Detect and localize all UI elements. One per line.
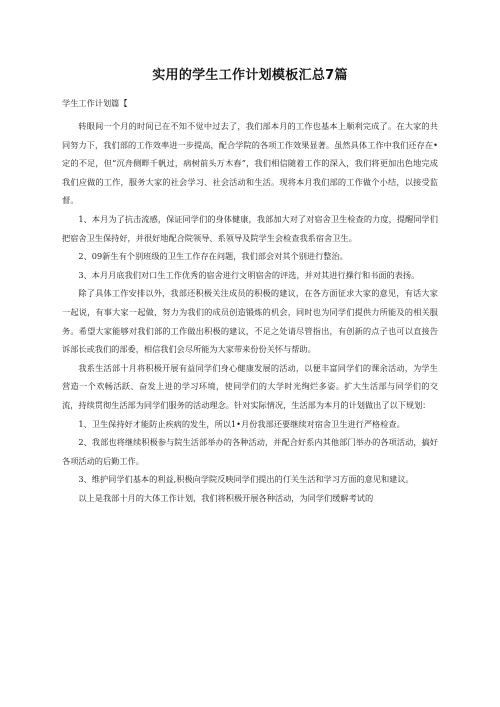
paragraph-item-3: 3、本月月底我们对口生工作优秀的宿舍进行文明宿舍的评选，并对其进行操行和书面的表扬。: [78, 269, 420, 280]
paragraph-closing: 以上是我部十月的大体工作计划，我们将积极开展各种活动，为同学们缓解考试的: [78, 492, 374, 503]
paragraph-plan-3: 3、维护同学们基本的利益,积极向学院反映同学们提出的仃关生活和学习方面的意见和建议。: [78, 474, 414, 485]
paragraph-suggestions: 除了具体工作安排以外，我部还积极关注成员的积极的建议，在各方面征求大家的意见，有话大家一起说，有事大家一起做，努力为我们的成员创造锻炼的机会，同时也为同学们提供力所能及的相关服务。希望大家能够对我们部的工作做出积极的建议，不足之处请尽管指出，有创新的点子也可以直接告诉部长或我们的部委，相信我们会尽所能为大家带来份份关怀与帮助。: [62, 288, 438, 355]
paragraph-october-plan: 我系生活部十月将积极开展有益同学们身心健康发展的活动，以便丰富同学们的课余活动，为学生营造一个欢畅活跃、奋发上进的学习环境，使同学们的大学时光绚烂多姿。扩大生活部与同学们的交流，持续贯彻生活部为同学们服务的活动理念。针对实际情况，生活部为本月的计划做出了以下规划：: [62, 362, 438, 410]
paragraph-plan-1: 1、卫生保持好才能防止疾病的发生，所以1•月份我部还要继续对宿舍卫生进行严格检查。: [78, 418, 405, 429]
paragraph-item-2: 2、09新生有个别班级的卫生工作存在问题，我们部会对其个别进行整治。: [78, 251, 348, 262]
section-heading: 学生工作计划篇【: [62, 98, 128, 108]
paragraph-plan-2: 2、我部也将继续积极参与院生活部举办的各种活动，并配合好系内其他部门举办的各项活动，搞好各项活动的后勤工作。: [62, 437, 438, 466]
paragraph-intro: 转眼间一个月的时间已在不知不觉中过去了，我们部本月的工作也基本上顺利完成了。在大家的共同努力下，我们部的工作效率进一步提高，配合学院的各项工作效果显著。虽然具体工作中我们还存在•定的不足，但“沉舟侧畔千帆过，病树前头万木春”，我们相信随着工作的深入，我们将更加出色地完成我们应做的工作，服务大家的社会学习、社会活动和生活。现将本月我们部的工作做个小结，以接受监督。: [62, 121, 438, 206]
paragraph-item-1: 1、本月为了抗击流感，保证同学们的身体健康，我部加大对了对宿舍卫生检查的力度，提醒同学们把宿舍卫生保持好，并很好地配合院领导、系领导及院学生会检查我系宿舍卫生。: [62, 213, 438, 243]
document-title: 实用的学生工作计划模板汇总7篇: [152, 68, 348, 83]
